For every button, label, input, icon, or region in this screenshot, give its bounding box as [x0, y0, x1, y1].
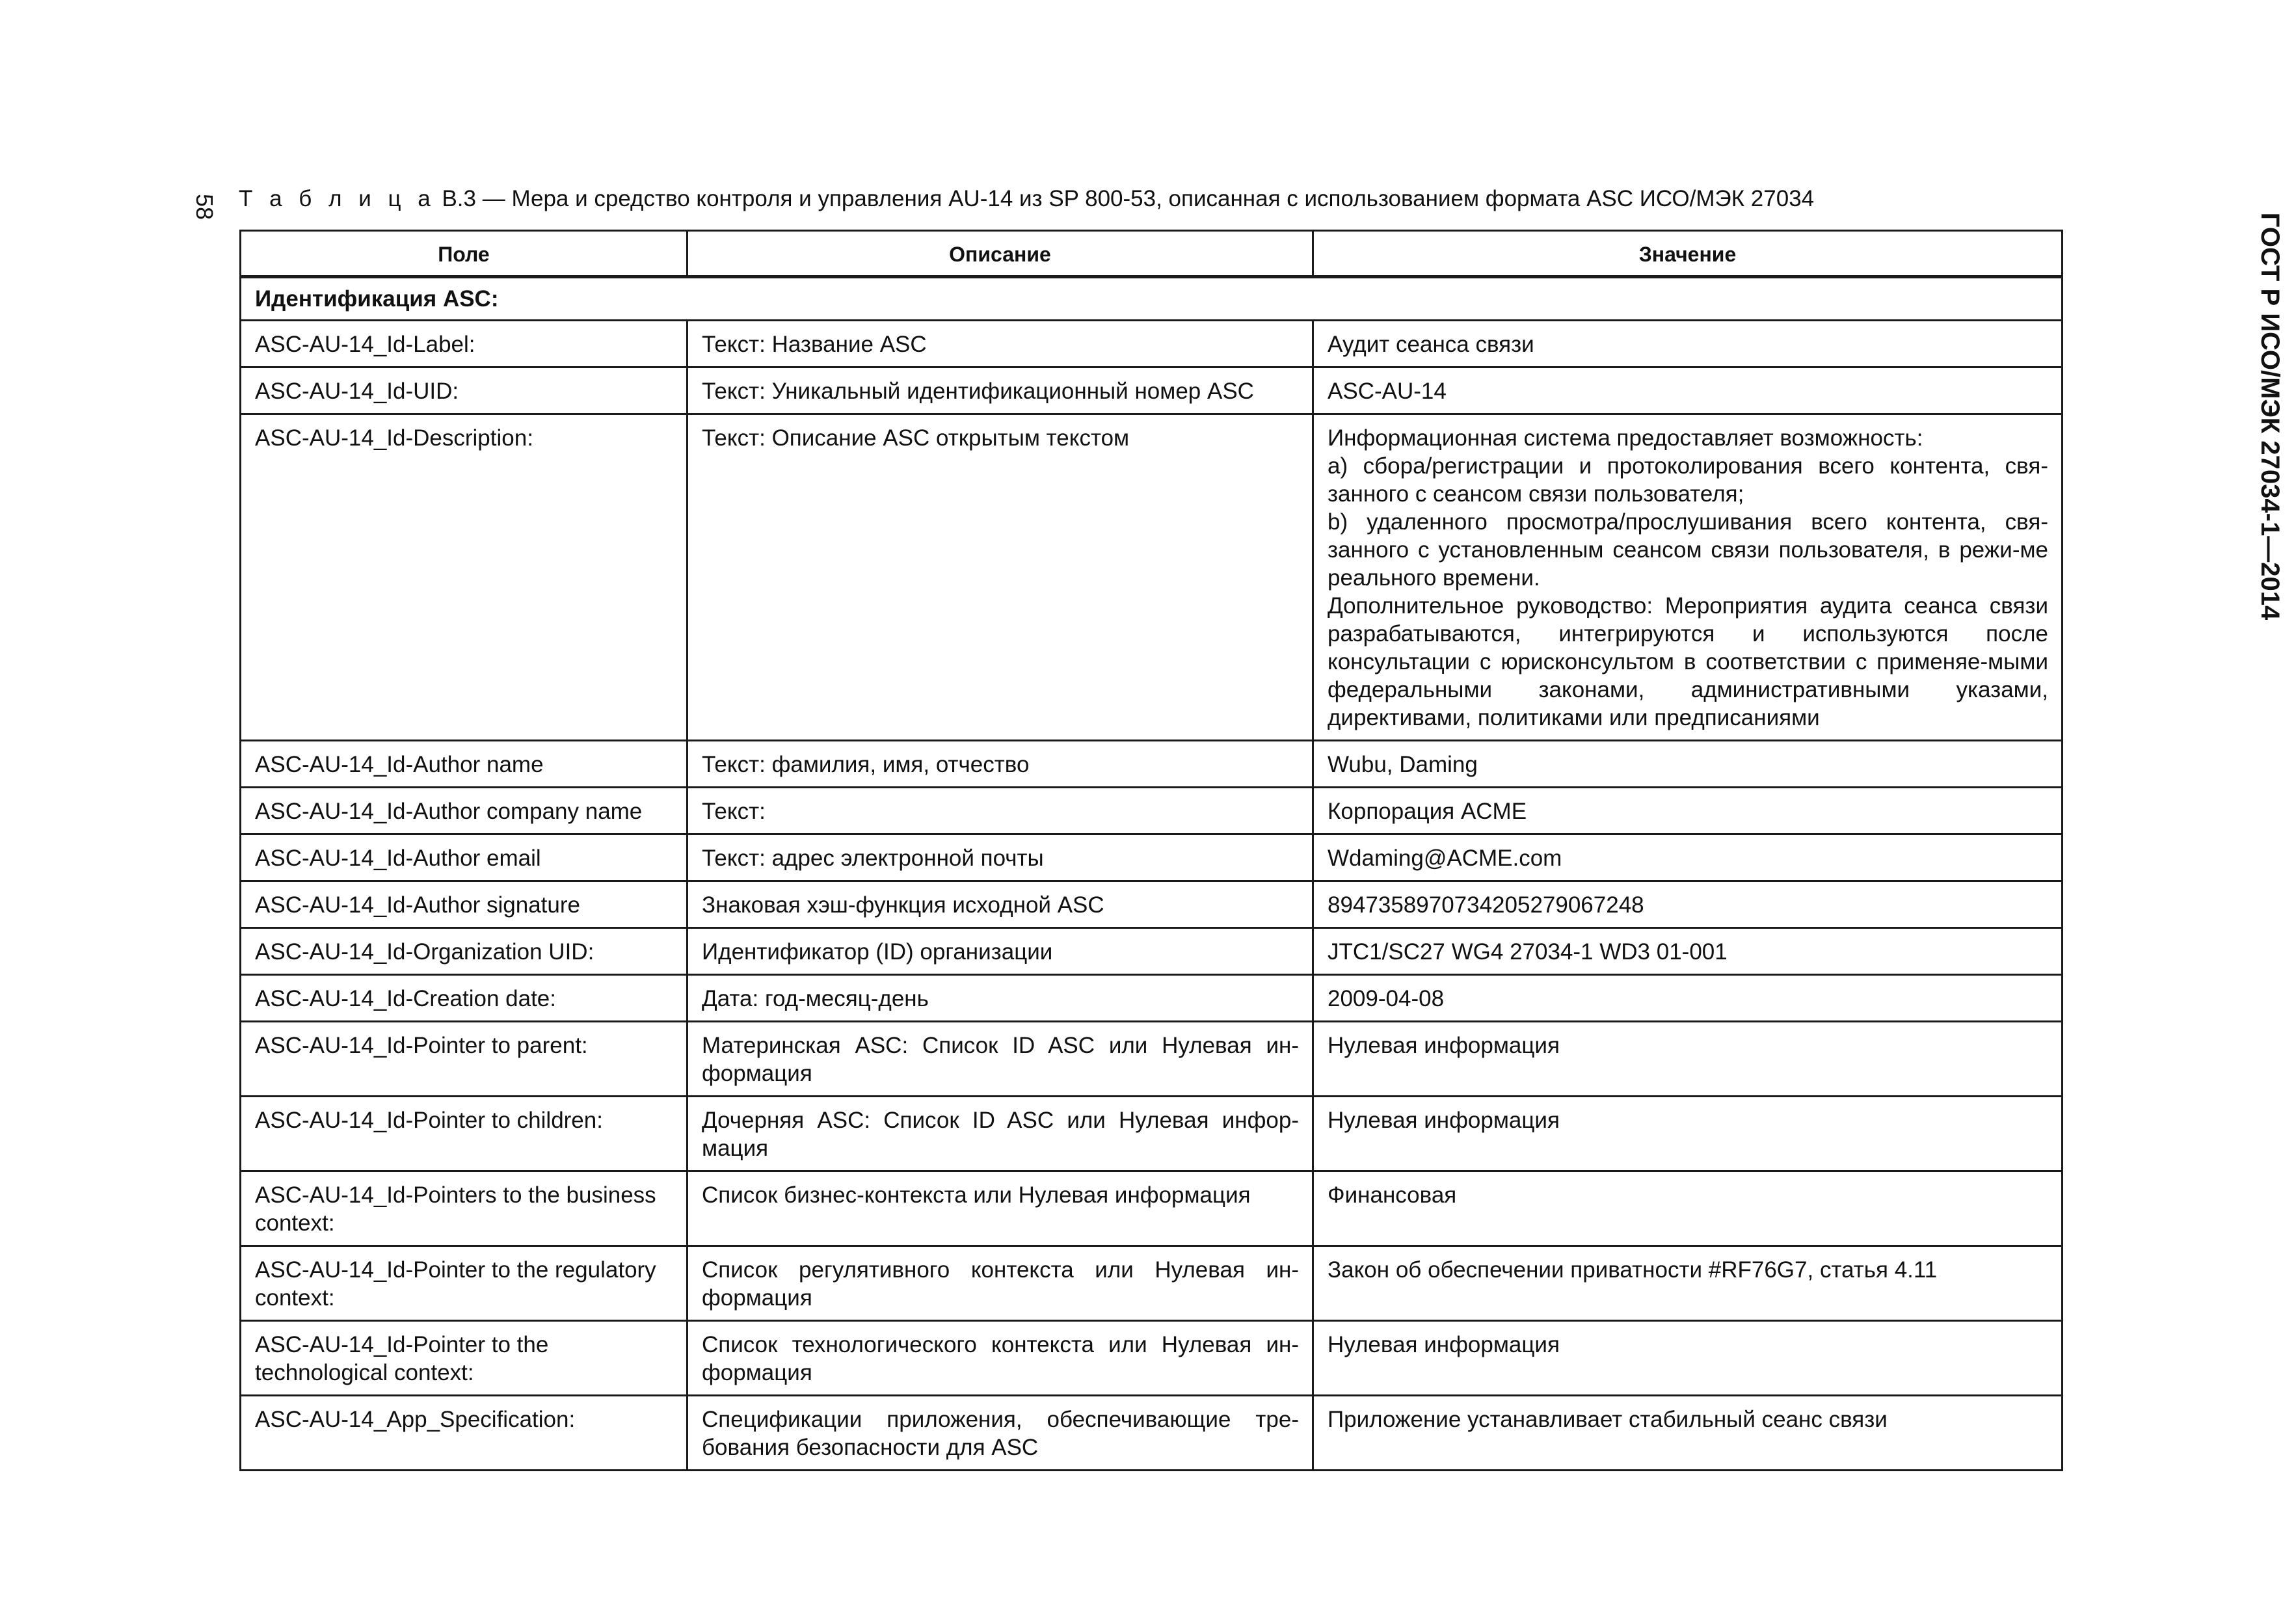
cell-value: [1313, 1097, 2062, 1171]
cell-description: Список технологического контекста или Нулевая ин-формация: [687, 1321, 1313, 1396]
table-row: [241, 741, 2062, 788]
cell-value: [1313, 788, 2062, 834]
cell-value: [1313, 414, 2062, 741]
cell-value: [1313, 741, 2062, 788]
cell-description: Текст: Описание ASC открытым текстом: [687, 414, 1313, 741]
cell-value: [1313, 1022, 2062, 1097]
cell-description: Материнская ASC: Список ID ASC или Нулевая ин-формация: [687, 1022, 1313, 1097]
asc-table: [239, 230, 2063, 1471]
table-row: [241, 1246, 2062, 1321]
table-row: [241, 367, 2062, 414]
cell-field: ASC-AU-14_Id-Creation date:: [241, 975, 687, 1022]
cell-value-line: Нулевая информация: [1328, 1332, 1560, 1357]
cell-value: [1313, 1396, 2062, 1471]
cell-field: ASC-AU-14_Id-Author company name: [241, 788, 687, 834]
table-row: [241, 1321, 2062, 1396]
cell-description: Текст: Уникальный идентификационный номер ASC: [687, 367, 1313, 414]
table-row: [241, 788, 2062, 834]
cell-field: ASC-AU-14_Id-Organization UID:: [241, 928, 687, 975]
table-row: [241, 1396, 2062, 1471]
cell-value: [1313, 1246, 2062, 1321]
cell-value: [1313, 834, 2062, 881]
cell-description: Спецификации приложения, обеспечивающие тре-бования безопасности для ASC: [687, 1396, 1313, 1471]
cell-description: Текст:: [687, 788, 1313, 834]
cell-description: Идентификатор (ID) организации: [687, 928, 1313, 975]
table-row: [241, 1171, 2062, 1246]
table-row: [241, 881, 2062, 928]
cell-field: ASC-AU-14_Id-Description:: [241, 414, 687, 741]
table-row: [241, 414, 2062, 741]
caption-text: В.3 — Мера и средство контроля и управления AU-14 из SP 800-53, описанная с использованием формата ASC ИСО/МЭК 27034: [435, 186, 1815, 211]
cell-field: ASC-AU-14_Id-Author name: [241, 741, 687, 788]
table-row: [241, 975, 2062, 1022]
cell-value-line: Wdaming@ACME.com: [1328, 846, 1562, 871]
cell-value: [1313, 1321, 2062, 1396]
cell-value-line: Аудит сеанса связи: [1328, 332, 1534, 357]
table-row: [241, 1022, 2062, 1097]
standard-code: ГОСТ Р ИСО/МЭК 27034-1—2014: [2256, 212, 2285, 620]
cell-field: ASC-AU-14_Id-Label:: [241, 321, 687, 367]
table-header-row: [241, 231, 2062, 277]
cell-field: ASC-AU-14_Id-Pointer to children:: [241, 1097, 687, 1171]
cell-value-line: 89473589707342052790672​48: [1328, 892, 1644, 918]
table-row: [241, 834, 2062, 881]
cell-value-line: Финансовая: [1328, 1182, 1457, 1208]
cell-value-line: Дополнительное руководство: Мероприятия аудита сеанса связи разрабатываются, интегрируются и используются после консультации с юрисконсультом в соответствии с применяе-мыми федеральными законами, административными указами, директивами, политиками или предписаниями: [1328, 593, 2048, 730]
cell-field: ASC-AU-14_Id-Author email: [241, 834, 687, 881]
header-field: Поле: [241, 231, 687, 277]
cell-value-line: Информационная система предоставляет возможность:: [1328, 425, 1923, 451]
cell-value: [1313, 1171, 2062, 1246]
cell-field: ASC-AU-14_Id-Pointer to the regulatory context:: [241, 1246, 687, 1321]
cell-value: [1313, 321, 2062, 367]
cell-value: [1313, 367, 2062, 414]
cell-value-line: b) удаленного просмотра/прослушивания всего контента, свя-занного с установленным сеансом связи пользователя, в режи-ме реального времени.: [1328, 509, 2048, 591]
cell-value-line: ASC-AU-14: [1328, 379, 1447, 404]
cell-value-line: Wubu, Daming: [1328, 752, 1478, 777]
cell-value-line: JTC1/SC27 WG4 27034-1 WD3 01-001: [1328, 939, 1728, 965]
cell-value-line: a) сбора/регистрации и протоколирования всего контента, свя-занного с сеансом связи пользователя;: [1328, 453, 2048, 507]
cell-value-line: Нулевая информация: [1328, 1033, 1560, 1058]
cell-value: [1313, 881, 2062, 928]
section-row: [241, 277, 2062, 321]
cell-value-line: Нулевая информация: [1328, 1108, 1560, 1133]
table-row: [241, 928, 2062, 975]
cell-field: ASC-AU-14_Id-Pointer to parent:: [241, 1022, 687, 1097]
cell-description: Список регулятивного контекста или Нулевая ин-формация: [687, 1246, 1313, 1321]
cell-description: Знаковая хэш-функция исходной ASC: [687, 881, 1313, 928]
cell-description: Дата: год-месяц-день: [687, 975, 1313, 1022]
cell-description: Список бизнес-контекста или Нулевая информация: [687, 1171, 1313, 1246]
section-title: Идентификация ASC:: [241, 277, 2062, 321]
table-row: [241, 321, 2062, 367]
cell-description: Текст: адрес электронной почты: [687, 834, 1313, 881]
cell-field: ASC-AU-14_Id-UID:: [241, 367, 687, 414]
table-row: [241, 1097, 2062, 1171]
cell-value: [1313, 975, 2062, 1022]
cell-description: Дочерняя ASC: Список ID ASC или Нулевая инфор-мация: [687, 1097, 1313, 1171]
cell-field: ASC-AU-14_Id-Pointers to the business context:: [241, 1171, 687, 1246]
cell-value: [1313, 928, 2062, 975]
cell-description: Текст: Название ASC: [687, 321, 1313, 367]
cell-field: ASC-AU-14_Id-Pointer to the technological context:: [241, 1321, 687, 1396]
cell-value-line: Закон об обеспечении приватности #RF76G7, статья 4.11: [1328, 1257, 1938, 1283]
cell-value-line: Приложение устанавливает стабильный сеанс связи: [1328, 1407, 1888, 1432]
cell-description: Текст: фамилия, имя, отчество: [687, 741, 1313, 788]
cell-field: ASC-AU-14_Id-Author signature: [241, 881, 687, 928]
cell-field: ASC-AU-14_App_Specification:: [241, 1396, 687, 1471]
page-number: 58: [191, 193, 218, 220]
caption-prefix: Т а б л и ц а: [239, 186, 436, 211]
cell-value-line: 2009-04-08: [1328, 986, 1445, 1011]
cell-value-line: Корпорация ACME: [1328, 799, 1527, 824]
table-caption: [239, 186, 1814, 212]
header-value: Значение: [1313, 231, 2062, 277]
header-description: Описание: [687, 231, 1313, 277]
